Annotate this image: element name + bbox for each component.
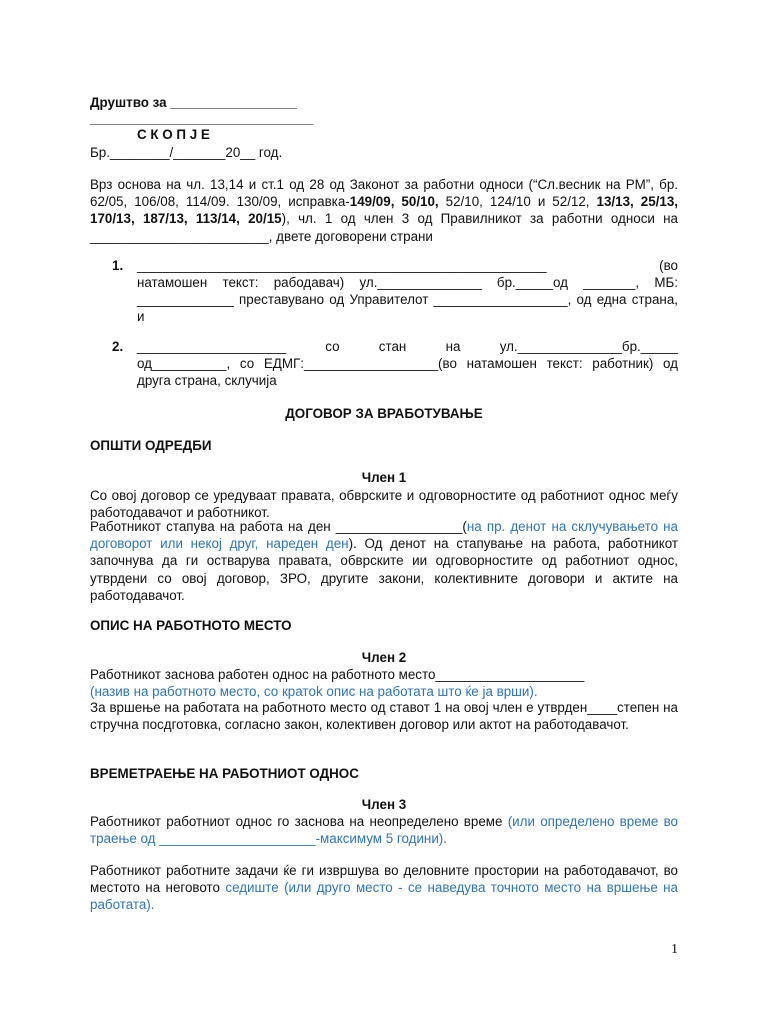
company-line: Друштво за _________________ — [90, 95, 297, 110]
article-2-note: (назив на работното место, со кратok опис на работата што ќе ја врши). — [90, 684, 538, 699]
article-1-paragraph-2 — [90, 518, 678, 604]
header-underline: ______________________________ — [90, 111, 314, 126]
intro-paragraph — [90, 176, 678, 245]
article-2-paragraph-1: Работникот заснова работен однос на работното место____________________ — [90, 667, 585, 682]
intro-part-2: 149/09, 50/10, — [349, 194, 439, 210]
article-1-paragraph-1: Со овој договор се уредуваат правата, обврските и одговорностите од работниот однос меѓу работодавачот и работникот. — [90, 488, 678, 521]
intro-part-1: Врз основа на чл. 13,14 и ст.1 од 28 од Законот за работни односи (“Сл.весник на РМ”, бр. 62/05, 106/08, 114/09. 130/09, исправка- — [90, 177, 678, 210]
article-1-note: на пр. денот на склучувањето на договорот или некој друг, нареден ден — [90, 519, 678, 552]
contract-title: ДОГОВОР ЗА ВРАБОТУВАЊЕ — [285, 406, 483, 421]
article-3-paragraph-1 — [90, 813, 678, 847]
intro-part-5: ), чл. 1 од член 3 од Правилникот за работни односи на ________________________, двете договорени страни — [90, 211, 678, 244]
party-2-first-line: ____________________ со стан на ул.______________бр._____ — [137, 339, 678, 354]
intro-part-3: 52/10, 124/10 и 52/12, — [438, 194, 597, 210]
section-heading-duration: ВРЕМЕТРАЕЊЕ НА РАБОТНИОТ ОДНОС — [90, 766, 359, 781]
article-3-text-a: Работникот работниот однос го заснова на неопределено време — [90, 814, 508, 829]
article-3-text-b: Работникот работните задачи ќе ги извршува во деловните простории на работодавачот, во местото на неговото — [90, 863, 678, 896]
article-2-paragraph-2: За вршење на работата на работното место од ставот 1 на овој член е утврден____степен на стручна посдготовка, согласно закон, колективен договор или актот на работодавачот. — [90, 700, 678, 733]
section-heading-job-description: ОПИС НА РАБОТНОТО МЕСТО — [90, 618, 292, 633]
article-3-label: Член 3 — [361, 797, 407, 812]
party-1-first-line: _______________________________________________________ (во — [137, 258, 678, 273]
city-name: С К О П Ј Е — [137, 127, 210, 142]
article-1-label: Член 1 — [361, 470, 407, 485]
article-3-note-b: седиште (или друго место - се наведува точното место на вршење на работата). — [90, 880, 679, 913]
article-3-note-a: (или определено време во траење од _____________________-максимум 5 години). — [90, 814, 678, 847]
number-line: Бр.________/_______20__ год. — [90, 145, 283, 160]
page-number: 1 — [671, 942, 678, 957]
article-2-label: Член 2 — [361, 650, 407, 665]
section-heading-general: ОПШТИ ОДРЕДБИ — [90, 438, 212, 453]
party-1-details: натамошен текст: рабодавач) ул.______________ бр._____од _______, МБ: _____________ преставувано од Управителот __________________, од една страна, и — [137, 275, 678, 325]
article-1-text-a: Работникот стапува на работа на ден _________________( — [90, 519, 467, 534]
article-3-paragraph-2 — [90, 862, 678, 914]
intro-part-4: 13/13, 25/13, 170/13, 187/13, 113/14, 20/15 — [90, 194, 678, 227]
party-1-number: 1. — [112, 258, 124, 273]
article-1-text-b: ). Од денот на стапување на работа, работникот започнува да ги остварува правата, обврските ии одговорностите од работниот однос, утврдени со овој договор, ЗРО, другите закони, колективните договори и актите на работодавачот. — [90, 536, 678, 603]
party-2-details: од__________, со ЕДМГ:__________________(во натамошен текст: работник) од друга страна, склучија — [137, 356, 678, 389]
party-2-number: 2. — [112, 339, 124, 354]
